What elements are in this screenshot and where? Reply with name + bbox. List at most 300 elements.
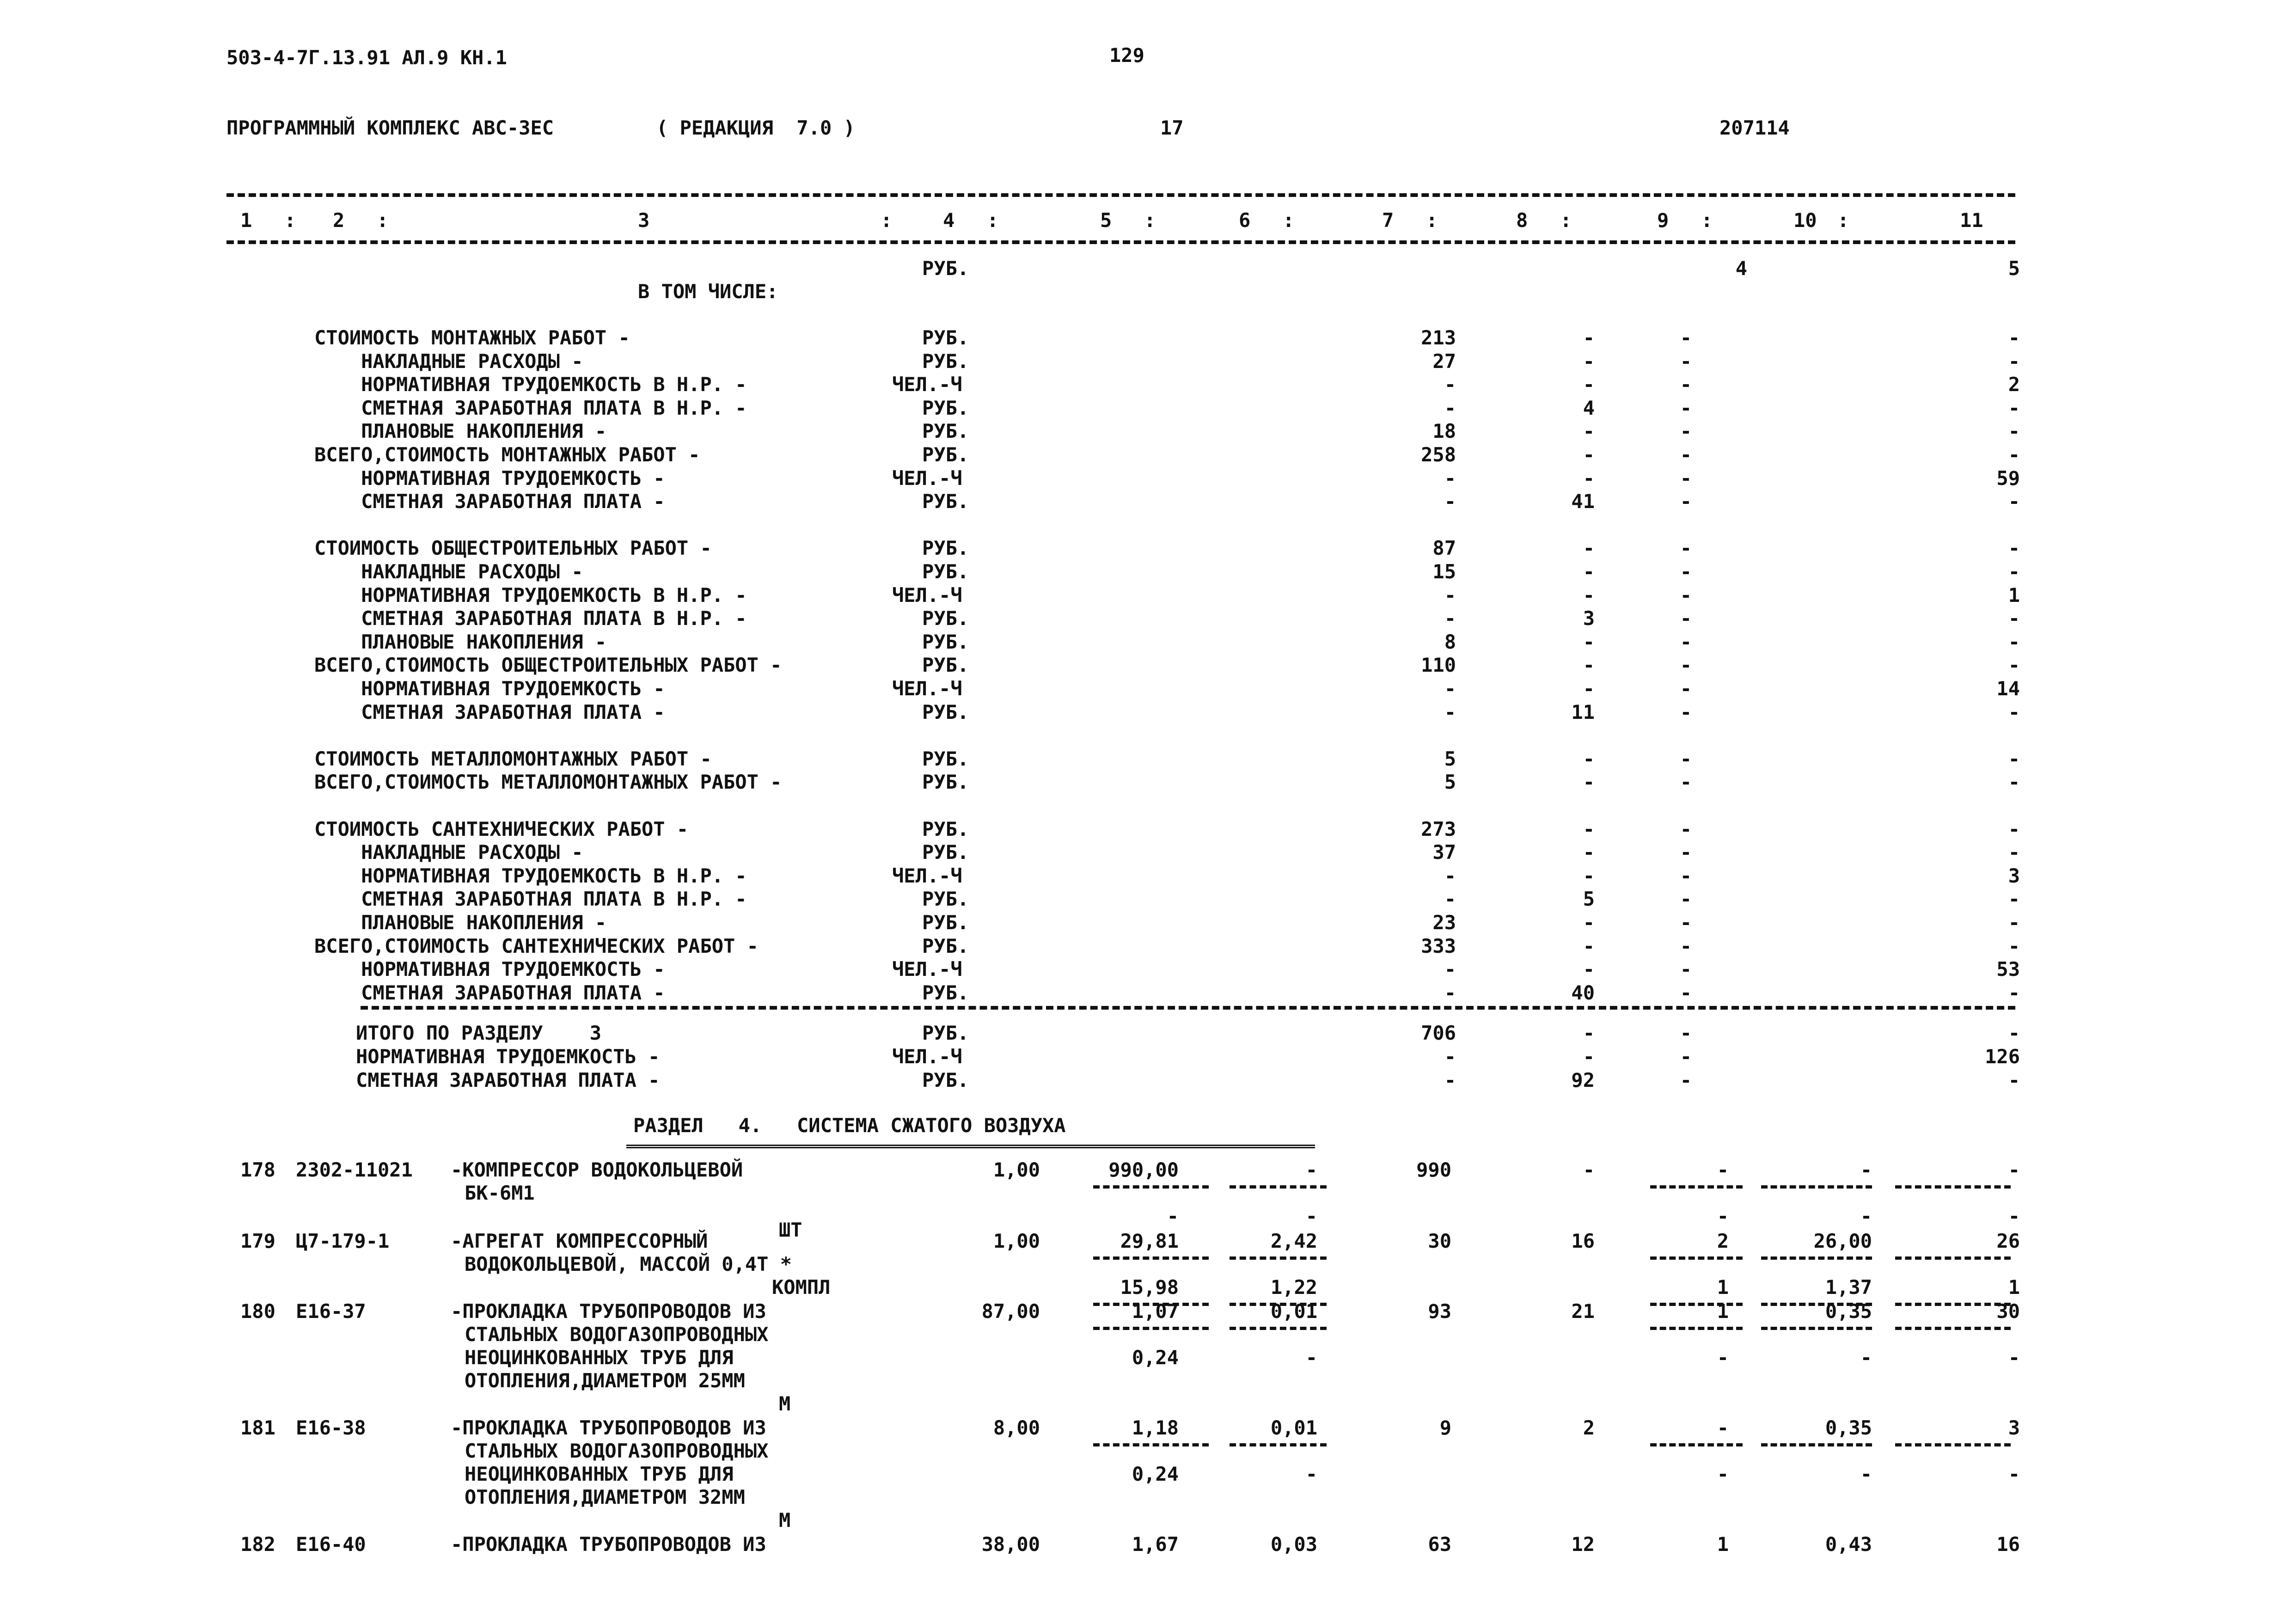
top-row-unit: РУБ. — [922, 257, 969, 280]
total-label: ИТОГО ПО РАЗДЕЛУ 3 — [356, 1022, 602, 1044]
row-col11: 2 — [2008, 373, 2020, 396]
row-col9: - — [1680, 396, 1692, 419]
item-col7: 9 — [1439, 1416, 1451, 1439]
column-header-7: 7 — [1382, 209, 1394, 232]
row-col9: - — [1680, 934, 1692, 957]
total-col8: 92 — [1571, 1069, 1595, 1091]
row-col9: - — [1680, 420, 1692, 443]
subtotal-dash-rule — [1093, 1256, 1209, 1260]
subtotal-dash-rule — [1650, 1185, 1743, 1189]
row-col9: - — [1680, 443, 1692, 466]
item-description-line: -АГРЕГАТ КОМПРЕССОРНЫЙ — [451, 1230, 708, 1252]
row-unit: РУБ. — [922, 490, 969, 513]
item-code: 2302-11021 — [296, 1158, 413, 1181]
item-col8: 2 — [1583, 1416, 1595, 1439]
row-col11: - — [2008, 537, 2020, 560]
item-unit: ШТ — [779, 1219, 802, 1241]
row-col8: - — [1583, 654, 1595, 677]
item-description-line: НЕОЦИНКОВАННЫХ ТРУБ ДЛЯ — [465, 1463, 734, 1485]
row-col11: - — [2008, 747, 2020, 770]
item-description-line: СТАЛЬНЫХ ВОДОГАЗОПРОВОДНЫХ — [465, 1440, 769, 1462]
item-col6: - — [1305, 1158, 1317, 1181]
total-unit: РУБ. — [922, 1022, 969, 1044]
item-code: Е16-38 — [296, 1416, 366, 1439]
item-col6: 0,01 — [1270, 1300, 1317, 1323]
row-col9: - — [1680, 607, 1692, 630]
row-col11: 53 — [1996, 958, 2020, 981]
row-unit: РУБ. — [922, 888, 969, 911]
row-unit: РУБ. — [922, 654, 969, 677]
row-col7: - — [1444, 864, 1456, 887]
row-col7: 37 — [1432, 841, 1456, 864]
item-col11: 16 — [1996, 1533, 2020, 1556]
row-col9: - — [1680, 466, 1692, 490]
row-col7: 27 — [1432, 349, 1456, 373]
total-col7: - — [1444, 1045, 1456, 1068]
row-col8: - — [1583, 677, 1595, 700]
item-quantity: 1,00 — [993, 1230, 1040, 1252]
subtotal-dash-rule — [1895, 1327, 2011, 1330]
row-col8: 5 — [1583, 888, 1595, 911]
row-col8: - — [1583, 583, 1595, 607]
row-col7: 87 — [1432, 537, 1456, 560]
column-header-1: 1 — [240, 209, 252, 232]
item-row2-col11: - — [2008, 1346, 2020, 1369]
row-unit: РУБ. — [922, 747, 969, 770]
total-col11: - — [2008, 1069, 2020, 1091]
row-label: СТОИМОСТЬ ОБЩЕСТРОИТЕЛЬНЫХ РАБОТ - — [314, 537, 712, 560]
item-description-line: ОТОПЛЕНИЯ,ДИАМЕТРОМ 32ММ — [465, 1486, 745, 1508]
item-col10: - — [1860, 1158, 1872, 1181]
row-col11: - — [2008, 443, 2020, 466]
row-col11: - — [2008, 490, 2020, 513]
row-col8: - — [1583, 747, 1595, 770]
row-label: ВСЕГО,СТОИМОСТЬ МОНТАЖНЫХ РАБОТ - — [314, 443, 700, 466]
row-col9: - — [1680, 537, 1692, 560]
subtotal-dash-rule — [1093, 1185, 1209, 1189]
row-col8: 4 — [1583, 396, 1595, 419]
item-number: 180 — [240, 1300, 275, 1323]
row-col8: - — [1583, 443, 1595, 466]
row-label: НОРМАТИВНАЯ ТРУДОЕМКОСТЬ - — [314, 677, 665, 700]
row-col7: 23 — [1432, 911, 1456, 934]
item-col8: 16 — [1571, 1230, 1595, 1252]
row-col11: - — [2008, 349, 2020, 373]
row-unit: ЧЕЛ.-Ч — [892, 373, 962, 396]
row-col8: 11 — [1571, 700, 1595, 723]
item-quantity: 1,00 — [993, 1158, 1040, 1181]
row-col11: 14 — [1996, 677, 2020, 700]
subtotal-dash-rule — [1650, 1443, 1743, 1446]
row-col11: - — [2008, 841, 2020, 864]
column-header-9: 9 — [1657, 209, 1669, 232]
column-header-6: 6 — [1239, 209, 1251, 232]
row-col11: - — [2008, 771, 2020, 794]
row-col7: - — [1444, 396, 1456, 419]
item-row2-col10: 1,37 — [1825, 1276, 1872, 1299]
row-col7: 333 — [1421, 934, 1456, 957]
item-col10: 0,35 — [1825, 1416, 1872, 1439]
row-label: НОРМАТИВНАЯ ТРУДОЕМКОСТЬ В Н.Р. - — [314, 864, 747, 887]
column-header-5: 5 — [1100, 209, 1112, 232]
row-col7: - — [1444, 981, 1456, 1004]
row-col8: - — [1583, 420, 1595, 443]
row-unit: РУБ. — [922, 420, 969, 443]
column-separator: : — [1701, 209, 1713, 232]
row-label: СМЕТНАЯ ЗАРАБОТНАЯ ПЛАТА В Н.Р. - — [314, 607, 747, 630]
column-separator: : — [377, 209, 389, 232]
total-label: НОРМАТИВНАЯ ТРУДОЕМКОСТЬ - — [356, 1045, 660, 1068]
total-col11: 126 — [1985, 1045, 2020, 1068]
item-description-line: -ПРОКЛАДКА ТРУБОПРОВОДОВ ИЗ — [451, 1416, 766, 1439]
row-col11: - — [2008, 420, 2020, 443]
row-col11: - — [2008, 396, 2020, 419]
row-label: СМЕТНАЯ ЗАРАБОТНАЯ ПЛАТА В Н.Р. - — [314, 888, 747, 911]
item-row2-col6: - — [1305, 1463, 1317, 1485]
item-col7: 93 — [1428, 1300, 1451, 1323]
column-header-8: 8 — [1516, 209, 1528, 232]
row-col9: - — [1680, 490, 1692, 513]
row-col11: 59 — [1996, 466, 2020, 490]
row-col7: - — [1444, 583, 1456, 607]
row-col8: - — [1583, 958, 1595, 981]
row-label: НАКЛАДНЫЕ РАСХОДЫ - — [314, 560, 583, 583]
row-col11: 3 — [2008, 864, 2020, 887]
item-row2-col9: - — [1717, 1346, 1729, 1369]
total-unit: РУБ. — [922, 1069, 969, 1091]
row-unit: РУБ. — [922, 934, 969, 957]
column-separator: : — [284, 209, 296, 232]
row-unit: ЧЕЛ.-Ч — [892, 677, 962, 700]
row-col11: - — [2008, 607, 2020, 630]
row-col8: - — [1583, 934, 1595, 957]
row-col7: - — [1444, 466, 1456, 490]
row-col7: - — [1444, 677, 1456, 700]
item-unit: М — [779, 1392, 791, 1415]
row-label: СТОИМОСТЬ МЕТАЛЛОМОНТАЖНЫХ РАБОТ - — [314, 747, 712, 770]
item-description-line: -КОМПРЕССОР ВОДОКОЛЬЦЕВОЙ — [451, 1158, 743, 1181]
row-unit: РУБ. — [922, 911, 969, 934]
row-label: НОРМАТИВНАЯ ТРУДОЕМКОСТЬ В Н.Р. - — [314, 373, 747, 396]
subtotal-dash-rule — [1093, 1327, 1209, 1330]
column-header-10: 10 — [1793, 209, 1817, 232]
item-quantity: 8,00 — [993, 1416, 1040, 1439]
column-header-3: 3 — [638, 209, 650, 232]
item-col6: 0,03 — [1270, 1533, 1317, 1556]
item-number: 182 — [240, 1533, 275, 1556]
item-col8: 12 — [1571, 1533, 1595, 1556]
row-col9: - — [1680, 700, 1692, 723]
row-unit: ЧЕЛ.-Ч — [892, 583, 962, 607]
program-edition: ( РЕДАКЦИЯ 7.0 ) — [656, 116, 855, 139]
row-label: СМЕТНАЯ ЗАРАБОТНАЯ ПЛАТА В Н.Р. - — [314, 396, 747, 419]
row-col8: - — [1583, 326, 1595, 349]
subtotal-dash-rule — [1230, 1256, 1327, 1260]
item-row2-col5: - — [1167, 1205, 1179, 1227]
row-label: НАКЛАДНЫЕ РАСХОДЫ - — [314, 349, 583, 373]
total-col9: - — [1680, 1045, 1692, 1068]
column-separator: : — [1837, 209, 1849, 232]
row-col9: - — [1680, 888, 1692, 911]
item-row2-col11: - — [2008, 1463, 2020, 1485]
row-label: ПЛАНОВЫЕ НАКОПЛЕНИЯ - — [314, 911, 607, 934]
item-col11: 26 — [1996, 1230, 2020, 1252]
total-col9: - — [1680, 1069, 1692, 1091]
program-name: ПРОГРАММНЫЙ КОМПЛЕКС АВС-3ЕС — [226, 116, 554, 139]
row-col11: 1 — [2008, 583, 2020, 607]
section-title: РАЗДЕЛ 4. СИСТЕМА СЖАТОГО ВОЗДУХА — [633, 1114, 1066, 1137]
item-number: 178 — [240, 1158, 275, 1181]
item-col5: 1,18 — [1132, 1416, 1179, 1439]
column-separator: : — [881, 209, 893, 232]
row-col8: 41 — [1571, 490, 1595, 513]
item-row2-col6: 1,22 — [1270, 1276, 1317, 1299]
row-col9: - — [1680, 326, 1692, 349]
row-col7: 110 — [1421, 654, 1456, 677]
row-col11: - — [2008, 654, 2020, 677]
subtotal-dash-rule — [1230, 1185, 1327, 1189]
row-col8: - — [1583, 864, 1595, 887]
row-unit: РУБ. — [922, 700, 969, 723]
item-col9: - — [1717, 1158, 1729, 1181]
item-number: 179 — [240, 1230, 275, 1252]
row-col9: - — [1680, 911, 1692, 934]
row-col9: - — [1680, 583, 1692, 607]
column-separator: : — [1426, 209, 1438, 232]
item-row2-col9: 1 — [1717, 1276, 1729, 1299]
item-row2-col10: - — [1860, 1346, 1872, 1369]
row-unit: РУБ. — [922, 981, 969, 1004]
item-col6: 0,01 — [1270, 1416, 1317, 1439]
item-row2-col5: 0,24 — [1132, 1463, 1179, 1485]
item-description-line: -ПРОКЛАДКА ТРУБОПРОВОДОВ ИЗ — [451, 1300, 766, 1323]
row-col7: 5 — [1444, 771, 1456, 794]
row-col8: - — [1583, 560, 1595, 583]
item-col10: 26,00 — [1813, 1230, 1872, 1252]
total-col11: - — [2008, 1022, 2020, 1044]
item-quantity: 87,00 — [981, 1300, 1040, 1323]
row-col9: - — [1680, 981, 1692, 1004]
item-row2-col6: - — [1305, 1205, 1317, 1227]
item-description-line: -ПРОКЛАДКА ТРУБОПРОВОДОВ ИЗ — [451, 1533, 766, 1556]
row-col7: 273 — [1421, 817, 1456, 840]
row-unit: РУБ. — [922, 607, 969, 630]
row-col11: - — [2008, 560, 2020, 583]
column-header-4: 4 — [943, 209, 955, 232]
row-col8: - — [1583, 537, 1595, 560]
row-col9: - — [1680, 841, 1692, 864]
row-label: ВСЕГО,СТОИМОСТЬ САНТЕХНИЧЕСКИХ РАБОТ - — [314, 934, 759, 957]
item-code: Ц7-179-1 — [296, 1230, 390, 1252]
row-label: СТОИМОСТЬ МОНТАЖНЫХ РАБОТ - — [314, 326, 630, 349]
subtotal-dash-rule — [1230, 1327, 1327, 1330]
row-col11: - — [2008, 700, 2020, 723]
row-col7: 258 — [1421, 443, 1456, 466]
item-row2-col5: 15,98 — [1120, 1276, 1179, 1299]
item-col5: 29,81 — [1120, 1230, 1179, 1252]
row-label: ВСЕГО,СТОИМОСТЬ ОБЩЕСТРОИТЕЛЬНЫХ РАБОТ - — [314, 654, 782, 677]
row-col8: - — [1583, 373, 1595, 396]
row-unit: РУБ. — [922, 326, 969, 349]
row-col11: - — [2008, 888, 2020, 911]
row-label: ВСЕГО,СТОИМОСТЬ МЕТАЛЛОМОНТАЖНЫХ РАБОТ - — [314, 771, 782, 794]
row-col8: - — [1583, 841, 1595, 864]
item-col7: 63 — [1428, 1533, 1451, 1556]
item-code: Е16-40 — [296, 1533, 366, 1556]
item-col10: 0,35 — [1825, 1300, 1872, 1323]
header-rule-top — [226, 193, 2015, 197]
item-col6: 2,42 — [1270, 1230, 1317, 1252]
row-col9: - — [1680, 677, 1692, 700]
item-col7: 30 — [1428, 1230, 1451, 1252]
item-col9: 2 — [1717, 1230, 1729, 1252]
item-number: 181 — [240, 1416, 275, 1439]
totals-rule — [361, 1006, 2015, 1010]
row-col8: - — [1583, 466, 1595, 490]
column-separator: : — [1283, 209, 1295, 232]
sheet-number: 17 — [1160, 116, 1184, 139]
total-col8: - — [1583, 1045, 1595, 1068]
row-label: СМЕТНАЯ ЗАРАБОТНАЯ ПЛАТА - — [314, 700, 665, 723]
item-col7: 990 — [1416, 1158, 1451, 1181]
item-row2-col11: 1 — [2008, 1276, 2020, 1299]
row-col7: 15 — [1432, 560, 1456, 583]
item-unit: КОМПЛ — [772, 1276, 831, 1299]
row-col7: - — [1444, 607, 1456, 630]
item-col8: 21 — [1571, 1300, 1595, 1323]
row-label: СМЕТНАЯ ЗАРАБОТНАЯ ПЛАТА - — [314, 490, 665, 513]
item-description-line: НЕОЦИНКОВАННЫХ ТРУБ ДЛЯ — [465, 1346, 734, 1369]
subtotal-dash-rule — [1761, 1256, 1872, 1260]
row-col11: - — [2008, 911, 2020, 934]
row-col8: 40 — [1571, 981, 1595, 1004]
row-col9: - — [1680, 958, 1692, 981]
item-col9: - — [1717, 1416, 1729, 1439]
item-col5: 1,07 — [1132, 1300, 1179, 1323]
row-col7: 213 — [1421, 326, 1456, 349]
subtotal-dash-rule — [1761, 1185, 1872, 1189]
total-col9: - — [1680, 1022, 1692, 1044]
item-description-line: БК-6М1 — [465, 1182, 535, 1204]
row-col11: - — [2008, 326, 2020, 349]
item-col11: 30 — [1996, 1300, 2020, 1323]
row-unit: РУБ. — [922, 817, 969, 840]
row-col8: - — [1583, 817, 1595, 840]
row-unit: ЧЕЛ.-Ч — [892, 466, 962, 490]
column-header-2: 2 — [333, 209, 345, 232]
total-col7: 706 — [1421, 1022, 1456, 1044]
item-code: Е16-37 — [296, 1300, 366, 1323]
item-col5: 1,67 — [1132, 1533, 1179, 1556]
page-number: 129 — [1109, 44, 1144, 67]
section-title-underline — [626, 1145, 1315, 1148]
item-col5: 990,00 — [1108, 1158, 1179, 1181]
row-col9: - — [1680, 654, 1692, 677]
item-col11: - — [2008, 1158, 2020, 1181]
top-row-c11: 5 — [2008, 257, 2020, 280]
row-col8: - — [1583, 911, 1595, 934]
row-col7: 5 — [1444, 747, 1456, 770]
row-unit: РУБ. — [922, 630, 969, 653]
row-unit: РУБ. — [922, 396, 969, 419]
row-col7: - — [1444, 373, 1456, 396]
row-col9: - — [1680, 747, 1692, 770]
row-col8: - — [1583, 349, 1595, 373]
header-rule-bottom — [226, 240, 2015, 244]
row-label: ПЛАНОВЫЕ НАКОПЛЕНИЯ - — [314, 420, 607, 443]
subtotal-dash-rule — [1895, 1185, 2011, 1189]
row-col9: - — [1680, 560, 1692, 583]
item-row2-col11: - — [2008, 1205, 2020, 1227]
row-col9: - — [1680, 349, 1692, 373]
subtotal-dash-rule — [1230, 1443, 1327, 1446]
row-unit: ЧЕЛ.-Ч — [892, 864, 962, 887]
row-col11: - — [2008, 934, 2020, 957]
column-separator: : — [987, 209, 999, 232]
row-unit: РУБ. — [922, 771, 969, 794]
item-quantity: 38,00 — [981, 1533, 1040, 1556]
document-number: 207114 — [1719, 116, 1790, 139]
row-col8: - — [1583, 771, 1595, 794]
row-col7: 18 — [1432, 420, 1456, 443]
subtotal-dash-rule — [1650, 1256, 1743, 1260]
column-separator: : — [1144, 209, 1156, 232]
subtotal-dash-rule — [1761, 1443, 1872, 1446]
column-header-11: 11 — [1960, 209, 1983, 232]
row-col8: - — [1583, 630, 1595, 653]
row-label: СТОИМОСТЬ САНТЕХНИЧЕСКИХ РАБОТ - — [314, 817, 689, 840]
item-row2-col10: - — [1860, 1205, 1872, 1227]
item-col9: 1 — [1717, 1533, 1729, 1556]
row-label: НОРМАТИВНАЯ ТРУДОЕМКОСТЬ - — [314, 466, 665, 490]
row-col11: - — [2008, 981, 2020, 1004]
row-unit: РУБ. — [922, 443, 969, 466]
item-col11: 3 — [2008, 1416, 2020, 1439]
row-unit: РУБ. — [922, 841, 969, 864]
doc-code: 503-4-7Г.13.91 АЛ.9 КН.1 — [226, 46, 507, 69]
row-col9: - — [1680, 771, 1692, 794]
row-unit: РУБ. — [922, 349, 969, 373]
subtotal-dash-rule — [1650, 1327, 1743, 1330]
row-unit: ЧЕЛ.-Ч — [892, 958, 962, 981]
row-unit: РУБ. — [922, 560, 969, 583]
item-row2-col5: 0,24 — [1132, 1346, 1179, 1369]
row-col9: - — [1680, 373, 1692, 396]
row-col9: - — [1680, 630, 1692, 653]
item-row2-col9: - — [1717, 1205, 1729, 1227]
subtotal-dash-rule — [1895, 1256, 2011, 1260]
row-col8: 3 — [1583, 607, 1595, 630]
total-unit: ЧЕЛ.-Ч — [892, 1045, 962, 1068]
item-description-line: СТАЛЬНЫХ ВОДОГАЗОПРОВОДНЫХ — [465, 1323, 769, 1346]
column-separator: : — [1560, 209, 1572, 232]
item-col9: 1 — [1717, 1300, 1729, 1323]
row-unit: РУБ. — [922, 537, 969, 560]
subtitle: В ТОМ ЧИСЛЕ: — [638, 280, 778, 303]
row-label: ПЛАНОВЫЕ НАКОПЛЕНИЯ - — [314, 630, 607, 653]
item-row2-col9: - — [1717, 1463, 1729, 1485]
item-row2-col10: - — [1860, 1463, 1872, 1485]
item-description-line: ВОДОКОЛЬЦЕВОЙ, МАССОЙ 0,4Т * — [465, 1253, 792, 1275]
row-col7: - — [1444, 888, 1456, 911]
row-col11: - — [2008, 817, 2020, 840]
total-label: СМЕТНАЯ ЗАРАБОТНАЯ ПЛАТА - — [356, 1069, 660, 1091]
item-col10: 0,43 — [1825, 1533, 1872, 1556]
item-col8: - — [1583, 1158, 1595, 1181]
row-col7: - — [1444, 700, 1456, 723]
total-col8: - — [1583, 1022, 1595, 1044]
subtotal-dash-rule — [1895, 1443, 2011, 1446]
